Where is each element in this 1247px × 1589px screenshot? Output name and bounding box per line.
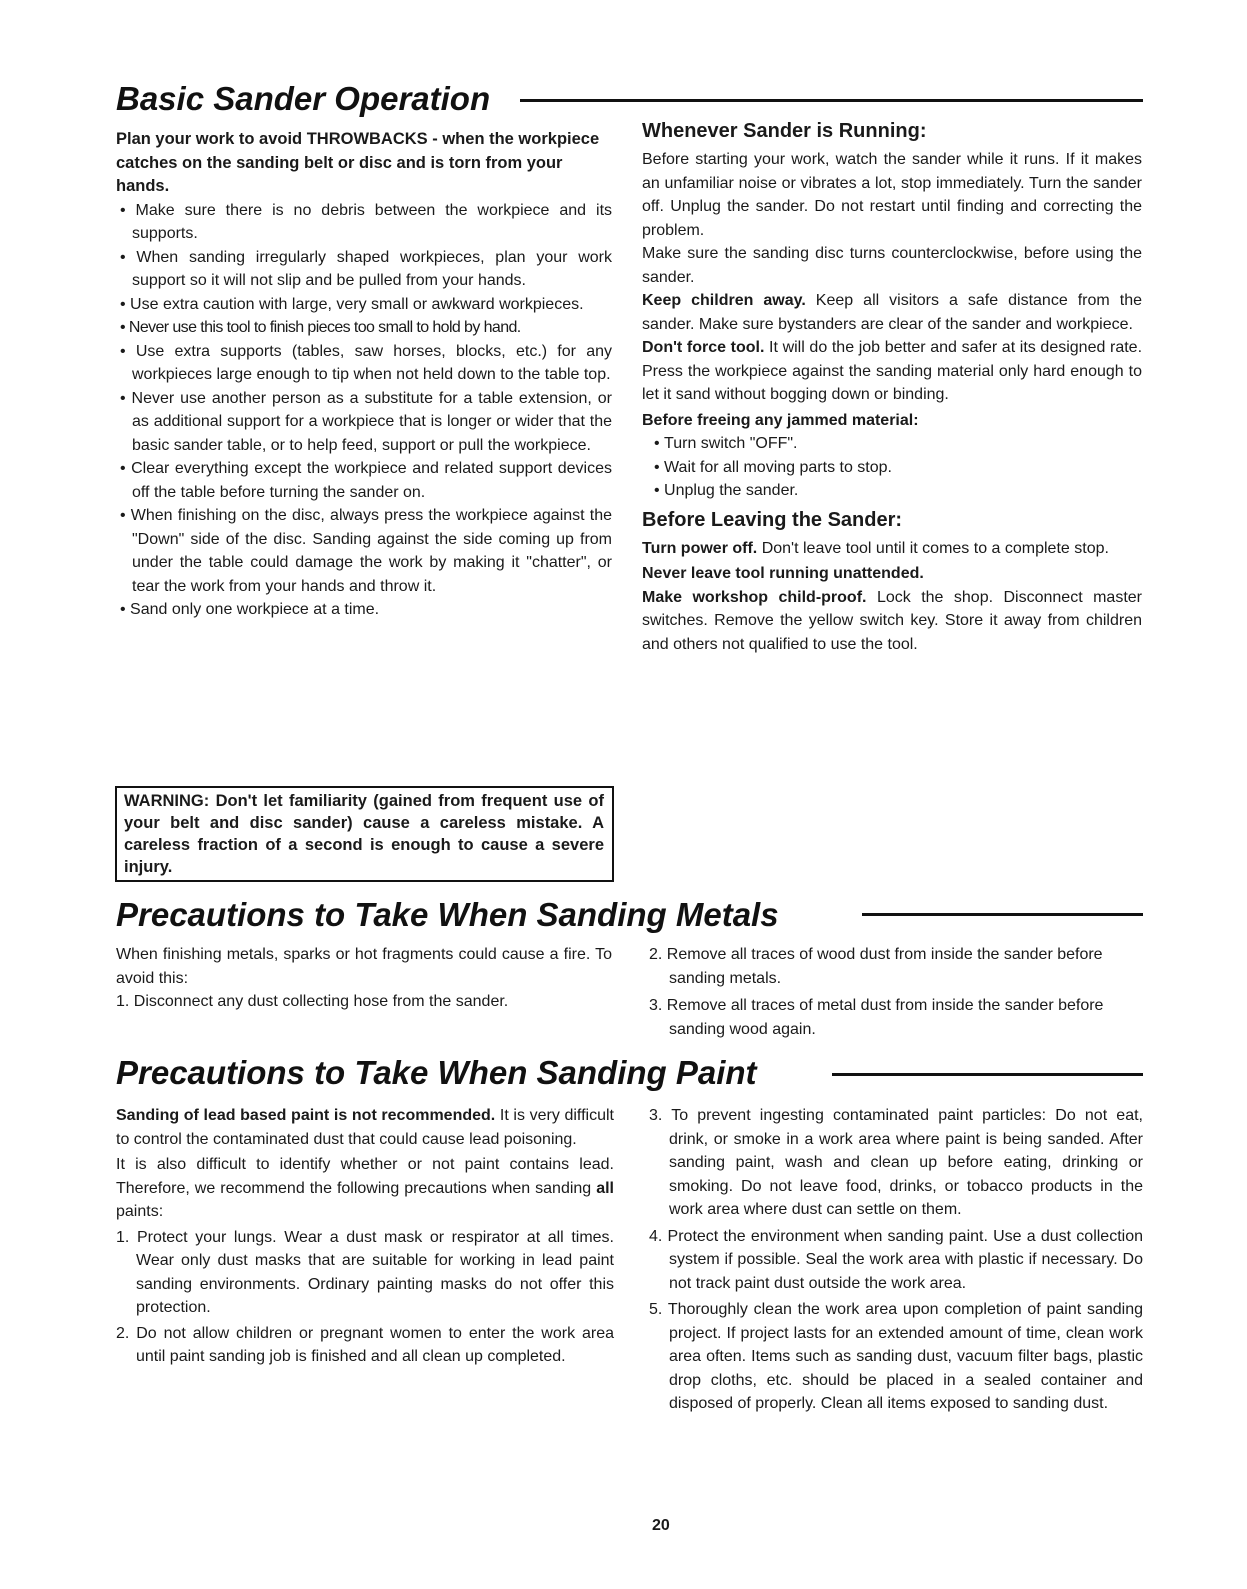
keep-children-text: Keep all visitors a safe distance from the sander. Make sure bystanders are clear of the sander and workpiece. bbox=[642, 292, 1142, 333]
leaving-heading: Before Leaving the Sander: bbox=[642, 508, 903, 531]
all-emphasis: all bbox=[596, 1179, 614, 1197]
list-item: • When sanding irregularly shaped workpieces, plan your work support so it will not slip and be pulled from your hands. bbox=[116, 246, 612, 293]
list-item: • Use extra supports (tables, saw horses, blocks, etc.) for any workpieces large enough to tip when not held down to the table top. bbox=[116, 340, 612, 387]
child-proof-label: Make workshop child-proof. bbox=[642, 588, 867, 606]
jam-heading: Before freeing any jammed material: bbox=[642, 411, 919, 429]
list-item: • When finishing on the disc, always press the workpiece against the "Down" side of the disc. Sanding against the side coming up from under the table could damage the work by making it "chatter", or tear the work from your hands and throw it. bbox=[116, 504, 612, 598]
item-text: To prevent ingesting contaminated paint particles: Do not eat, drink, or smoke in a work area where paint is being sanded. After sanding paint, wash and clean up before eating, drinking or smoking. Do not leave food, drinks, or tobacco products in the work area where dust can settle on them. bbox=[669, 1107, 1143, 1218]
left-column-paint bbox=[116, 1104, 614, 1369]
list-item bbox=[649, 943, 1143, 990]
lead-paint-paragraph bbox=[116, 1104, 614, 1151]
child-proof-paragraph bbox=[642, 586, 1142, 657]
item-number: 3. bbox=[649, 1107, 663, 1124]
dont-force-label: Don't force tool. bbox=[642, 339, 765, 356]
never-leave-running: Never leave tool running unattended. bbox=[642, 565, 924, 582]
item-number: 2. bbox=[649, 946, 663, 963]
title-rule bbox=[862, 913, 1143, 916]
list-item: • Clear everything except the workpiece and related support devices off the table before turning the sander on. bbox=[116, 457, 612, 504]
metals-intro: When finishing metals, sparks or hot fragments could cause a fire. To avoid this: bbox=[116, 946, 612, 987]
section-title-sanding-metals: Precautions to Take When Sanding Metals bbox=[116, 896, 779, 933]
left-column-metals bbox=[116, 943, 612, 1014]
item-text: Do not allow children or pregnant women to enter the work area until paint sanding job is finished and all clean up completed. bbox=[136, 1324, 614, 1365]
list-item: • Never use this tool to finish pieces too small to hold by hand. bbox=[116, 316, 612, 340]
identify-paint-text-b: paints: bbox=[116, 1203, 164, 1220]
dont-force-paragraph bbox=[642, 336, 1142, 407]
identify-paint-text-a: It is also difficult to identify whether or not paint contains lead. Therefore, we recommend the following precautions when sanding bbox=[116, 1156, 614, 1197]
keep-children-label: Keep children away. bbox=[642, 292, 806, 309]
running-paragraph: Before starting your work, watch the sander while it runs. If it makes an unfamiliar noise or vibrates a lot, stop immediately. Turn the sander off. Unplug the sander. Do not restart until finding and correcting the problem. bbox=[642, 151, 1142, 239]
section-title-basic-sander-operation: Basic Sander Operation bbox=[116, 80, 491, 117]
right-column-paint bbox=[649, 1104, 1143, 1416]
list-item: • Never use another person as a substitute for a table extension, or as additional support for a workpiece that is longer or wider that the basic sander table, or to help feed, support or pull the workpiece. bbox=[116, 387, 612, 458]
list-item: • Use extra caution with large, very small or awkward workpieces. bbox=[116, 293, 612, 317]
item-number: 3. bbox=[649, 997, 663, 1014]
title-rule bbox=[520, 99, 1143, 102]
list-item: • Turn switch "OFF". bbox=[650, 432, 1142, 456]
disc-direction-paragraph: Make sure the sanding disc turns counterclockwise, before using the sander. bbox=[642, 245, 1142, 286]
item-number: 4. bbox=[649, 1227, 663, 1245]
list-item bbox=[116, 1322, 614, 1369]
item-number: 5. bbox=[649, 1301, 663, 1318]
item-text: Thoroughly clean the work area upon completion of paint sanding project. If project lasts for an extended amount of time, clean work area often. Items such as sanding dust, vacuum filter bags, plastic drop cloths, etc. should be placed in a sealed container and disposed of properly. Clean all items exposed to sanding dust. bbox=[667, 1301, 1144, 1412]
list-item bbox=[649, 1104, 1143, 1222]
list-item: • Wait for all moving parts to stop. bbox=[650, 456, 1142, 480]
item-text: Disconnect any dust collecting hose from the sander. bbox=[133, 993, 509, 1010]
list-item bbox=[649, 1225, 1143, 1296]
item-number: 1. bbox=[116, 993, 130, 1010]
section-title-sanding-paint: Precautions to Take When Sanding Paint bbox=[116, 1054, 757, 1091]
turn-power-off-label: Turn power off. bbox=[642, 539, 758, 557]
list-item: • Sand only one workpiece at a time. bbox=[116, 598, 612, 622]
item-text: Remove all traces of wood dust from inside the sander before sanding metals. bbox=[666, 946, 1103, 987]
turn-power-off-paragraph bbox=[642, 537, 1142, 561]
list-item bbox=[116, 990, 612, 1014]
dont-force-text: It will do the job better and safer at its designed rate. Press the workpiece against the sanding material only hard enough to let it sand without bogging down or binding. bbox=[642, 339, 1143, 403]
item-number: 2. bbox=[116, 1324, 130, 1342]
page-number: 20 bbox=[652, 1517, 670, 1534]
list-item bbox=[116, 1226, 614, 1320]
right-column-metals bbox=[649, 943, 1143, 1041]
item-text: Protect your lungs. Wear a dust mask or respirator at all times. Wear only dust masks that are suitable for working in lead paint sanding environments. Ordinary painting masks do not offer this protection. bbox=[136, 1228, 614, 1316]
item-text: Remove all traces of metal dust from inside the sander before sanding wood again. bbox=[666, 997, 1104, 1038]
warning-box: WARNING: Don't let familiarity (gained from frequent use of your belt and disc sander) cause a careless mistake. A careless fraction of a second is enough to cause a severe injury. bbox=[115, 786, 614, 882]
item-number: 1. bbox=[116, 1228, 130, 1246]
list-item bbox=[649, 994, 1143, 1041]
list-item bbox=[649, 1298, 1143, 1416]
lead-paint-label: Sanding of lead based paint is not recommended. bbox=[116, 1107, 496, 1124]
list-item: • Make sure there is no debris between the workpiece and its supports. bbox=[116, 199, 612, 246]
title-rule bbox=[832, 1073, 1143, 1076]
turn-power-off-text: Don't leave tool until it comes to a complete stop. bbox=[757, 539, 1109, 557]
keep-children-paragraph bbox=[642, 289, 1142, 336]
identify-paint-paragraph bbox=[116, 1153, 614, 1224]
right-column-basic bbox=[642, 118, 1142, 656]
running-heading: Whenever Sander is Running: bbox=[642, 120, 927, 142]
left-column-basic bbox=[116, 128, 612, 622]
child-proof-text: Lock the shop. Disconnect master switches. Remove the yellow switch key. Store it away from children and others not qualified to use the tool. bbox=[642, 588, 1142, 653]
lead-paint-text: It is very difficult to control the contaminated dust that could cause lead poisoning. bbox=[116, 1107, 614, 1148]
item-text: Protect the environment when sanding paint. Use a dust collection system if possible. Seal the work area with plastic if necessary. Do not track paint dust outside the work area. bbox=[667, 1227, 1144, 1292]
list-item: • Unplug the sander. bbox=[650, 479, 1142, 503]
throwback-lead: Plan your work to avoid THROWBACKS - when the workpiece catches on the sanding belt or disc and is torn from your hands. bbox=[116, 130, 600, 195]
